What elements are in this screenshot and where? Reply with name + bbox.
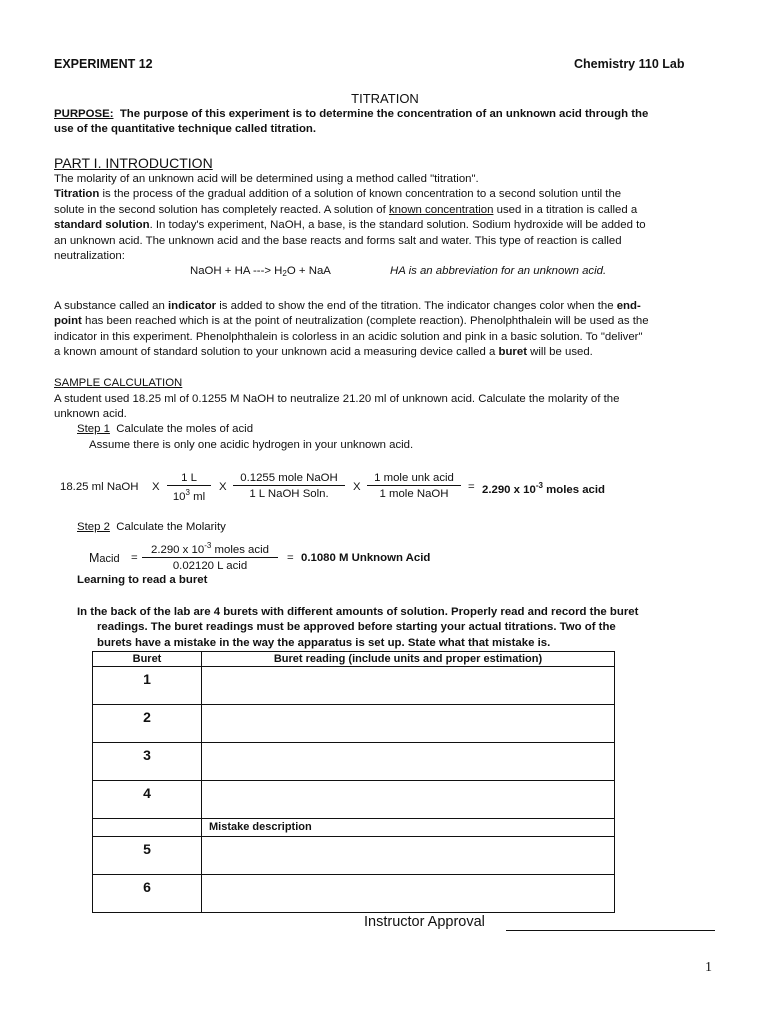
buret-reading-cell[interactable] <box>202 705 615 743</box>
part1-heading: PART I. INTRODUCTION <box>54 155 213 171</box>
experiment-number: EXPERIMENT 12 <box>54 57 153 71</box>
table-row <box>93 705 615 743</box>
purpose-section <box>54 107 716 138</box>
equation-left: NaOH + HA ---> H <box>190 265 283 277</box>
sample-problem <box>54 392 716 423</box>
known-concentration-term: known concentration <box>388 203 494 216</box>
table-row <box>93 781 615 819</box>
intro-line-3a: solute in the second solution has completely reacted. A solution of <box>54 203 389 216</box>
buret-number: 1 <box>93 667 202 705</box>
sample-line-1: A student used 18.25 ml of 0.1255 M NaOH to neutralize 21.20 ml of unknown acid. Calculate the molarity of the <box>54 393 620 405</box>
buret-instructions-1: In the back of the lab are 4 burets with different amounts of solution. Properly read and record the buret <box>77 606 639 618</box>
indicator-line-3: indicator in this experiment. Phenolphthalein is colorless in an acidic solution and pink in a basic solution. To "deliver" <box>54 330 643 343</box>
indicator-term: indicator <box>167 300 217 312</box>
intro-line-1: The molarity of an unknown acid will be determined using a method called "titration". <box>54 173 479 185</box>
step2 <box>77 521 226 533</box>
indicator-line-4a: a known amount of standard solution to your unknown acid a measuring device called a <box>54 346 499 359</box>
fraction-molarity <box>233 472 345 500</box>
buret-reading-cell[interactable] <box>202 743 615 781</box>
molarity-symbol: Macid <box>89 551 120 565</box>
reading-column-header: Buret reading (include units and proper estimation) <box>202 652 615 667</box>
equals-sign-3: = <box>287 552 294 564</box>
fraction-3-numerator: 1 mole unk acid <box>367 472 461 486</box>
buret-number: 3 <box>93 743 202 781</box>
intro-line-6: neutralization: <box>54 250 125 263</box>
mistake-description-header: Mistake description <box>202 819 615 837</box>
indicator-paragraph <box>54 299 716 361</box>
equation-subscript: 2 <box>282 269 287 278</box>
fraction-mole-ratio <box>367 472 461 500</box>
purpose-text-2: use of the quantitative technique called titration. <box>54 123 317 136</box>
empty-cell <box>93 819 202 837</box>
fraction-3-denominator: 1 mole NaOH <box>379 488 449 500</box>
step2-text: Calculate the Molarity <box>116 521 226 533</box>
buret-term: buret <box>498 346 527 359</box>
fraction-4-denominator: 0.02120 L acid <box>172 560 248 572</box>
page-title: TITRATION <box>351 91 419 106</box>
times-sign-2: X <box>219 481 227 493</box>
purpose-text-1: The purpose of this experiment is to determine the concentration of an unknown acid through the <box>119 108 649 120</box>
table-header-row <box>93 652 615 667</box>
buret-reading-cell[interactable] <box>202 781 615 819</box>
purpose-label: PURPOSE: <box>54 108 114 120</box>
buret-instructions <box>77 605 638 651</box>
fraction-2-numerator: 0.1255 mole NaOH <box>233 472 345 486</box>
step2-result: 0.1080 M Unknown Acid <box>301 552 431 564</box>
table-row <box>93 667 615 705</box>
mistake-description-cell[interactable] <box>202 837 615 875</box>
equation-right: O + NaA <box>286 265 331 277</box>
indicator-line-4b: will be used. <box>527 346 593 359</box>
assumption-text: Assume there is only one acidic hydrogen in your unknown acid. <box>89 439 414 451</box>
indicator-line-1b: is added to show the end of the titration. The indicator changes color when the <box>216 300 617 312</box>
fraction-4-numerator: 2.290 x $10^{-3}$ moles acid <box>142 541 278 558</box>
times-sign-3: X <box>353 481 361 493</box>
step1 <box>77 423 253 435</box>
fraction-1-numerator: 1 L <box>167 472 211 486</box>
indicator-line-2: has been reached which is at the point of neutralization (complete reaction). Phenolphthalein will be used as the <box>81 315 649 328</box>
table-row <box>93 875 615 913</box>
intro-line-3b: used in a titration is called a <box>493 203 638 216</box>
indicator-line-1a: A substance called an <box>54 300 168 312</box>
buret-reading-table <box>92 651 615 913</box>
instructor-approval-label: Instructor Approval <box>364 914 485 930</box>
mistake-header-row <box>93 819 615 837</box>
buret-section-heading: Learning to read a buret <box>77 574 208 586</box>
table-row <box>93 743 615 781</box>
table-row <box>93 837 615 875</box>
times-sign-1: X <box>152 481 160 493</box>
step1-text: Calculate the moles of acid <box>116 423 254 435</box>
neutralization-equation <box>190 265 331 278</box>
instructor-approval-line[interactable] <box>506 916 715 931</box>
fraction-molarity-calc <box>142 541 278 572</box>
introduction-text <box>54 172 716 264</box>
mistake-description-cell[interactable] <box>202 875 615 913</box>
buret-number: 6 <box>93 875 202 913</box>
sample-line-2: unknown acid. <box>54 408 127 421</box>
equation-note: HA is an abbreviation for an unknown acid. <box>390 265 607 277</box>
titration-definition: is the process of the gradual addition of a solution of known concentration to a second solution until the <box>99 188 622 201</box>
page-number: 1 <box>705 960 712 975</box>
standard-solution-term: standard solution <box>54 219 150 232</box>
step1-label: Step 1 <box>77 423 110 435</box>
buret-number: 4 <box>93 781 202 819</box>
titration-term: Titration <box>54 188 100 201</box>
fraction-1-denominator: $10^3$ ml <box>172 488 206 503</box>
equals-sign-2: = <box>131 552 138 564</box>
calc-start: 18.25 ml NaOH <box>60 481 139 493</box>
sample-calc-heading: SAMPLE CALCULATION <box>54 377 183 389</box>
end-point-term-2: point <box>54 315 82 328</box>
equals-sign-1: = <box>468 481 475 493</box>
buret-instructions-3: burets have a mistake in the way the apparatus is set up. State what that mistake is. <box>97 636 551 649</box>
fraction-liters <box>167 472 211 503</box>
buret-number: 2 <box>93 705 202 743</box>
course-name: Chemistry 110 Lab <box>574 57 685 71</box>
buret-instructions-2: readings. The buret readings must be approved before starting your actual titrations. Two of the <box>97 621 616 634</box>
step1-result: 2.290 x $10^{-3}$ moles acid <box>482 481 606 496</box>
step2-label: Step 2 <box>77 521 110 533</box>
intro-line-5: an unknown acid. The unknown acid and the base reacts and forms salt and water. This type of reaction is called <box>54 234 622 247</box>
buret-reading-cell[interactable] <box>202 667 615 705</box>
end-point-term-1: end- <box>616 300 641 312</box>
intro-line-4: . In today's experiment, NaOH, a base, is the standard solution. Sodium hydroxide will be added to <box>149 219 646 232</box>
fraction-2-denominator: 1 L NaOH Soln. <box>249 488 329 500</box>
buret-number: 5 <box>93 837 202 875</box>
buret-column-header: Buret <box>93 652 202 667</box>
